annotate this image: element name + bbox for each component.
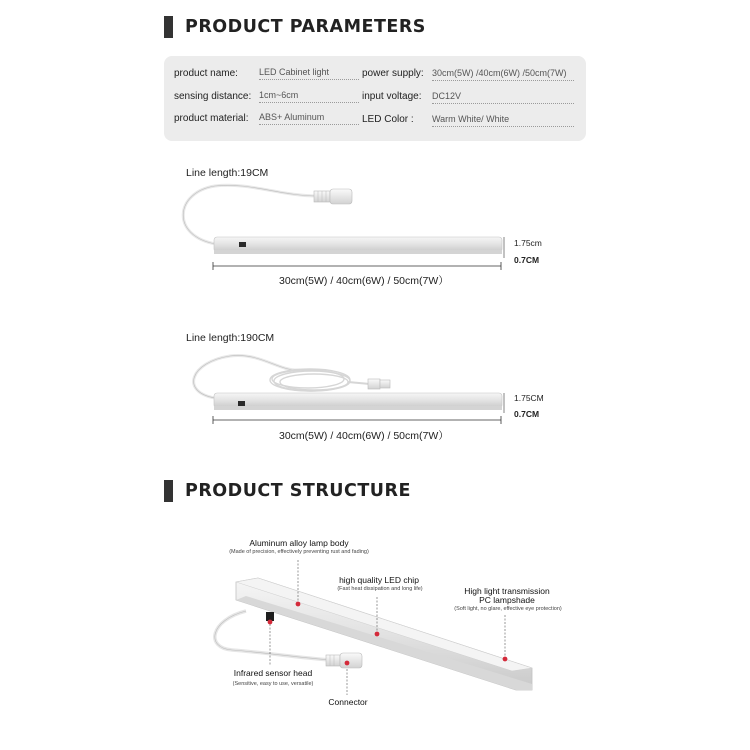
sensing-distance-value: 1cm~6cm <box>259 90 359 103</box>
dc-connector-1 <box>314 189 352 204</box>
parameters-heading: PRODUCT PARAMETERS <box>185 17 426 37</box>
input-voltage-value: DC12V <box>432 91 574 104</box>
structure-connector <box>326 653 362 668</box>
lampshade-label-line1: High light transmission <box>464 586 550 596</box>
height-dimension-1: 1.75cm <box>514 238 542 248</box>
product-material-label: product material: <box>174 113 249 124</box>
depth-dimension-1: 0.7CM <box>514 255 540 265</box>
sensor-head-note: (Sensitive, easy to use, versatile) <box>232 681 314 687</box>
light-bar-1 <box>214 237 502 254</box>
led-color-label: LED Color : <box>362 114 414 125</box>
dc-connector-2 <box>368 379 390 389</box>
section-marker <box>164 480 173 502</box>
product-material-value: ABS+ Aluminum <box>259 112 359 125</box>
lampshade-label-line2: PC lampshade <box>479 595 535 605</box>
short-cable <box>183 185 318 244</box>
connector-label: Connector <box>328 697 368 707</box>
lampshade-note: (Soft light, no glare, effective eye protection) <box>454 606 562 612</box>
depth-dimension-2: 0.7CM <box>514 409 540 419</box>
lamp-body-label: Aluminum alloy lamp body <box>249 538 349 548</box>
width-options-1: 30cm(5W) / 40cm(6W) / 50cm(7W） <box>279 275 449 287</box>
height-dimension-2: 1.75CM <box>514 393 544 403</box>
width-options-2: 30cm(5W) / 40cm(6W) / 50cm(7W） <box>279 430 449 442</box>
line-length-long: Line length:190CM <box>186 332 275 344</box>
cable-coil <box>270 369 350 391</box>
power-supply-value: 30cm(5W) /40cm(6W) /50cm(7W) <box>432 68 574 81</box>
product-name-value: LED Cabinet light <box>259 67 359 80</box>
input-voltage-label: input voltage: <box>362 91 422 102</box>
light-bar-2 <box>214 393 502 410</box>
power-supply-label: power supply: <box>362 68 424 79</box>
led-chip-note: (Fast heat dissipation and long life) <box>337 586 423 592</box>
led-color-value: Warm White/ White <box>432 114 574 127</box>
lamp-body-note: (Made of precision, effectively preventing rust and fading) <box>229 549 369 555</box>
structure-section-title <box>164 480 411 502</box>
led-chip-label: high quality LED chip <box>339 575 419 585</box>
product-name-label: product name: <box>174 68 238 79</box>
sensor-head-label: Infrared sensor head <box>233 668 313 678</box>
sensing-distance-label: sensing distance: <box>174 91 252 102</box>
line-length-short: Line length:19CM <box>186 167 269 179</box>
structure-heading: PRODUCT STRUCTURE <box>185 481 411 501</box>
